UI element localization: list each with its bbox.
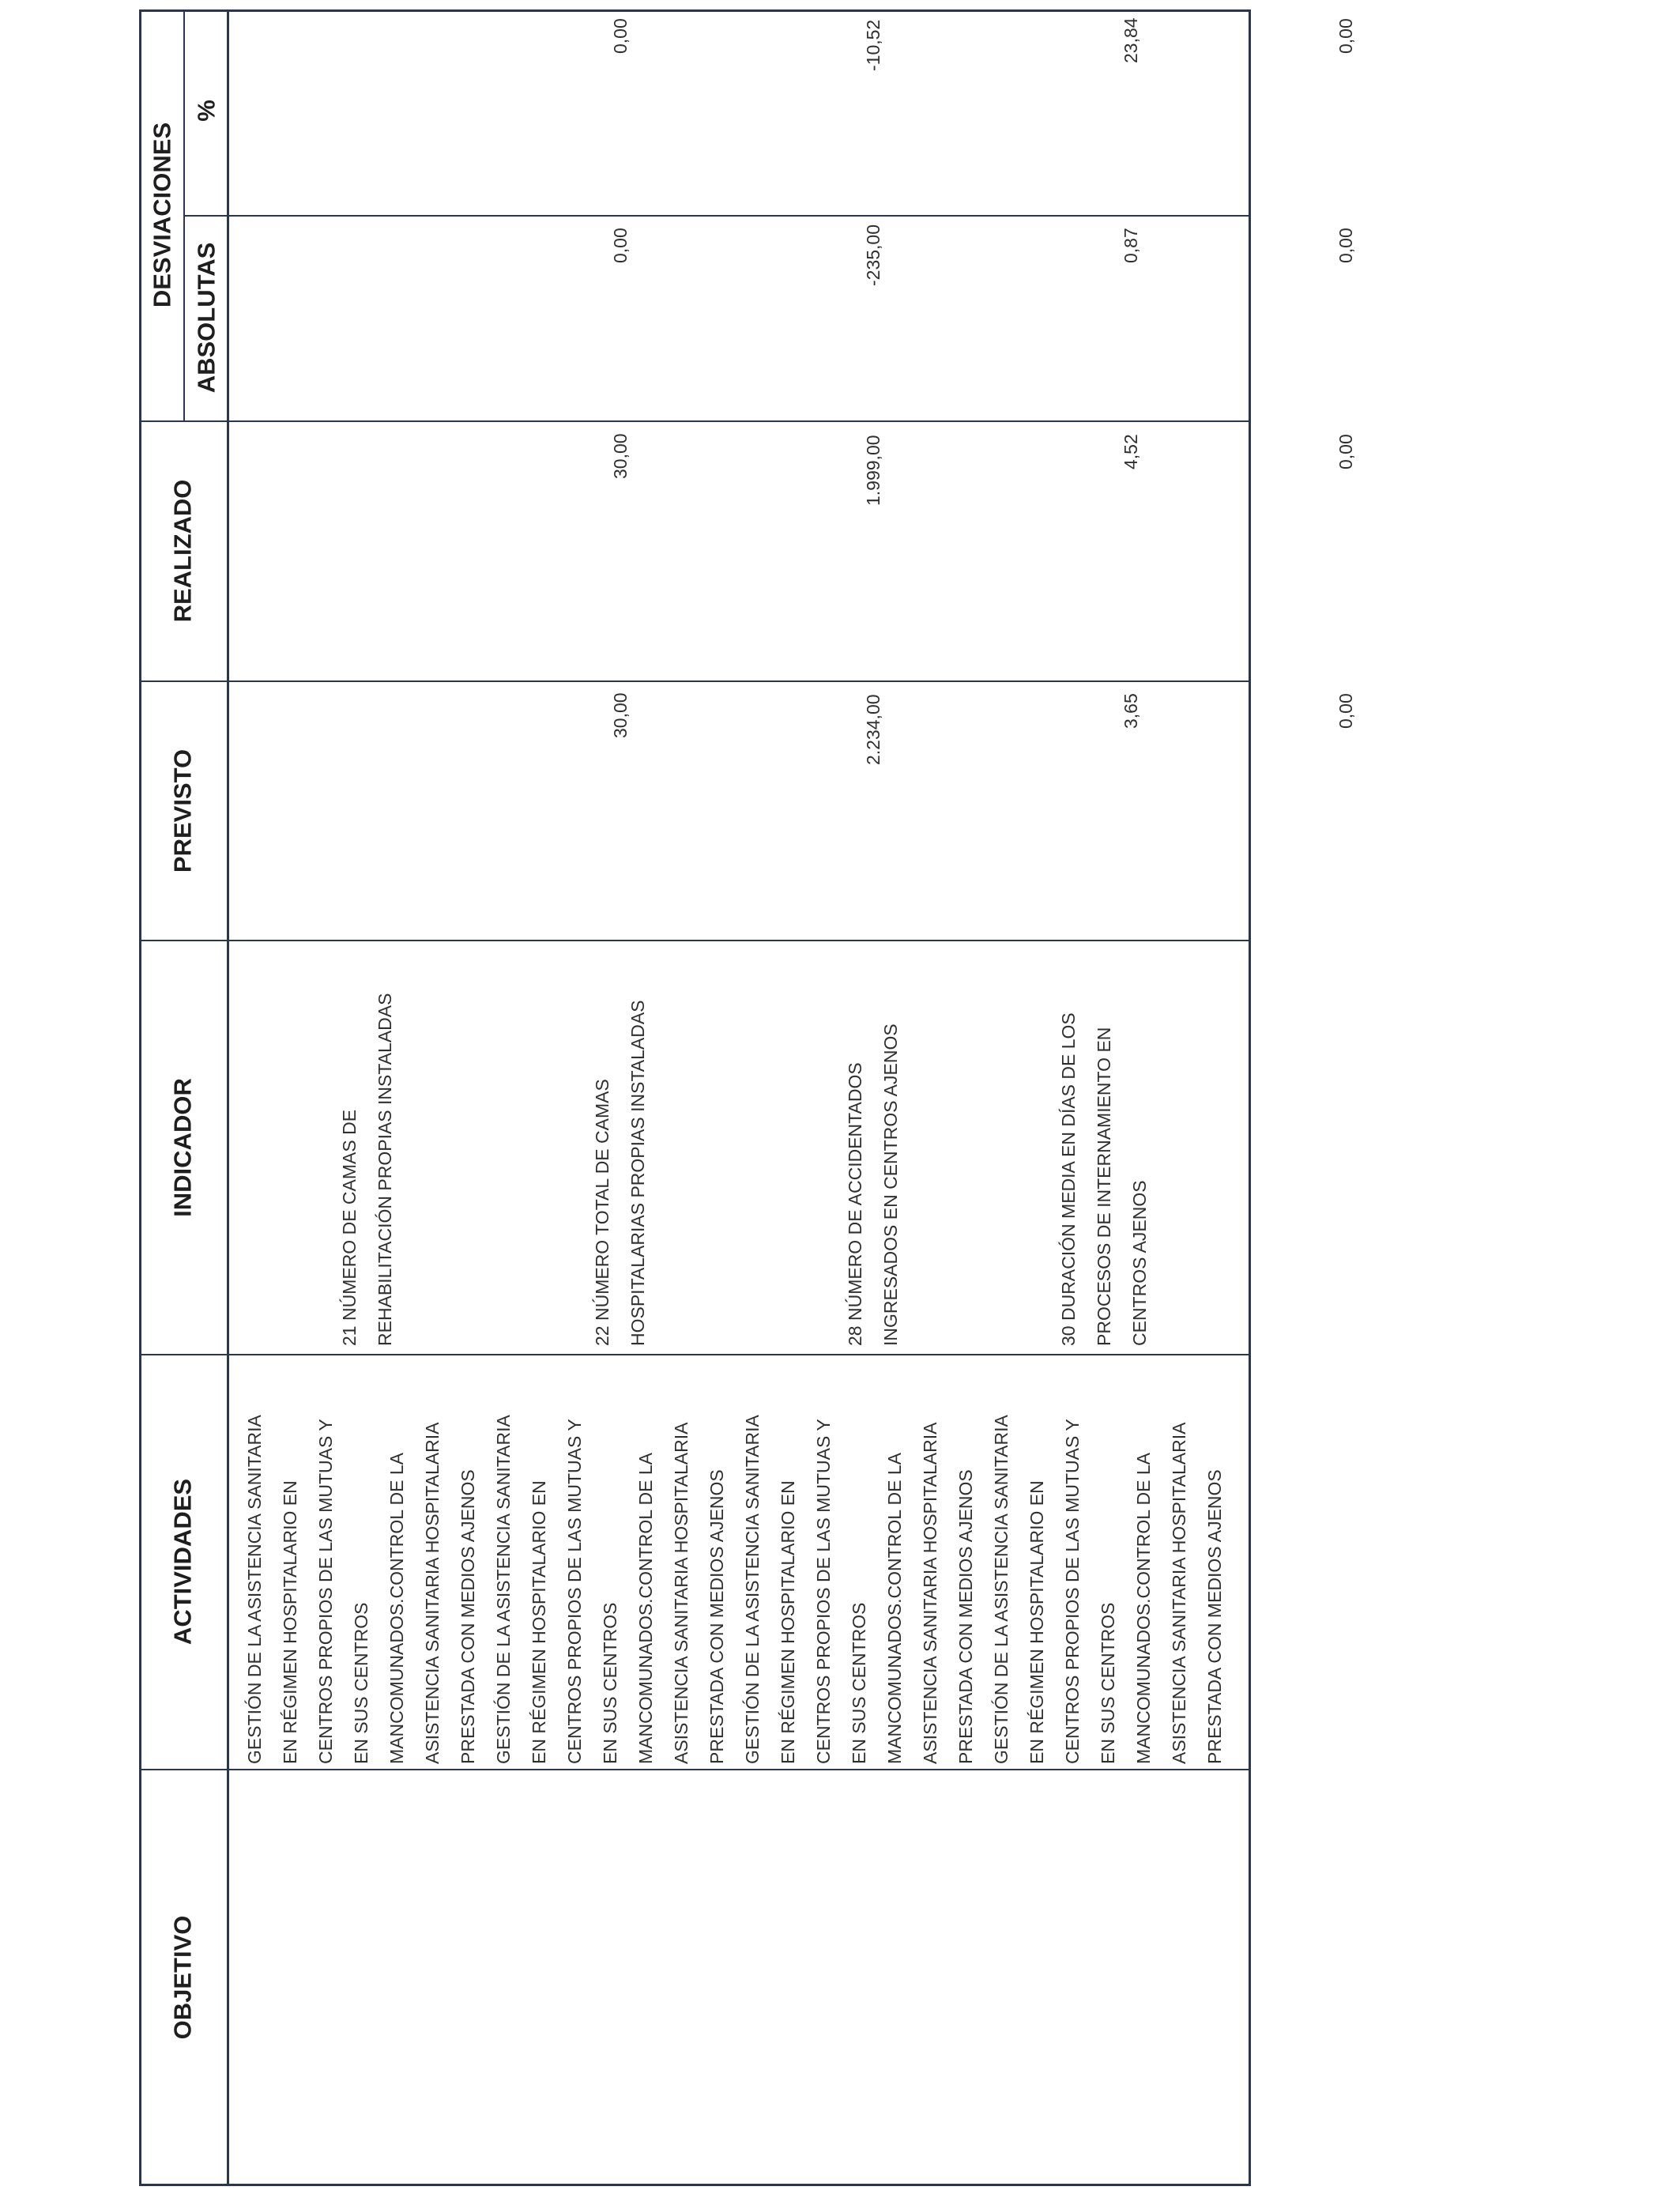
cell-porcentaje: 0,00 [610,18,631,54]
actividades-line: EN SUS CENTROS [1098,1602,1118,1764]
header-absolutas: ABSOLUTAS [192,242,220,394]
col-divider-realizado-previsto [139,680,1251,682]
actividades-line: EN SUS CENTROS [600,1602,620,1764]
header-indicador: INDICADOR [168,1078,197,1217]
indicador-line: INGRESADOS EN CENTROS AJENOS [880,1023,901,1346]
actividades-line: CENTROS PROPIOS DE LAS MUTUAS Y [315,1419,336,1764]
actividades-line: EN RÉGIMEN HOSPITALARIO EN [778,1480,798,1764]
actividades-line: CENTROS PROPIOS DE LAS MUTUAS Y [564,1419,585,1764]
indicador-line: 21 NÚMERO DE CAMAS DE [339,1109,360,1346]
indicador-line: 22 NÚMERO TOTAL DE CAMAS [592,1079,612,1346]
indicador-line: 28 NÚMERO DE ACCIDENTADOS [845,1062,865,1346]
actividades-line: PRESTADA CON MEDIOS AJENOS [458,1469,478,1764]
col-divider-indicador-actividades [139,1354,1251,1355]
indicador-text [585,1000,656,1346]
header-divider [227,9,229,2186]
actividades-line: GESTIÓN DE LA ASISTENCIA SANITARIA [742,1415,763,1764]
indicador-text [838,1023,909,1346]
cell-absolutas: -235,00 [863,224,883,286]
actividades-line: MANCOMUNADOS.CONTROL DE LA [635,1452,656,1764]
indicador-line: PROCESOS DE INTERNAMIENTO EN [1094,1027,1114,1346]
cell-porcentaje: 0,00 [1335,18,1356,54]
table-border-bottom [139,2184,1251,2186]
actividades-line: MANCOMUNADOS.CONTROL DE LA [386,1452,407,1764]
cell-absolutas: 0,00 [1335,228,1356,263]
col-divider-desv-realizado [139,420,1251,422]
actividades-line: ASISTENCIA SANITARIA HOSPITALARIA [1169,1422,1189,1764]
cell-realizado: 4,52 [1121,434,1141,469]
cell-realizado: 30,00 [610,433,631,479]
actividades-line: PRESTADA CON MEDIOS AJENOS [706,1469,727,1764]
actividades-line: EN SUS CENTROS [351,1602,371,1764]
indicador-line: REHABILITACIÓN PROPIAS INSTALADAS [375,993,395,1346]
header-objetivo: OBJETIVO [168,1915,197,2040]
cell-absolutas: 0,00 [610,228,631,263]
table-border-left [139,9,141,2186]
indicador-line: 30 DURACIÓN MEDIA EN DÍAS DE LOS [1058,1012,1079,1346]
actividades-line: GESTIÓN DE LA ASISTENCIA SANITARIA [991,1415,1011,1764]
cell-previsto: 3,65 [1121,693,1141,729]
cell-porcentaje: -10,52 [863,19,883,71]
actividades-line: PRESTADA CON MEDIOS AJENOS [1204,1469,1225,1764]
table-border-right [1249,9,1251,2186]
indicador-text [1051,1012,1158,1346]
actividades-line: MANCOMUNADOS.CONTROL DE LA [884,1452,905,1764]
actividades-line: EN SUS CENTROS [849,1602,869,1764]
actividades-line: EN RÉGIMEN HOSPITALARIO EN [1026,1480,1047,1764]
actividades-line: EN RÉGIMEN HOSPITALARIO EN [280,1480,300,1764]
actividades-line: ASISTENCIA SANITARIA HOSPITALARIA [920,1422,940,1764]
actividades-text [237,1415,1233,1764]
cell-previsto: 2.234,00 [863,694,883,765]
header-actividades: ACTIVIDADES [168,1478,197,1646]
indicador-line: HOSPITALARIAS PROPIAS INSTALADAS [627,1000,648,1346]
actividades-line: GESTIÓN DE LA ASISTENCIA SANITARIA [493,1415,514,1764]
actividades-line: GESTIÓN DE LA ASISTENCIA SANITARIA [244,1415,265,1764]
cell-previsto: 0,00 [1335,693,1356,729]
col-divider-previsto-indicador [139,940,1251,941]
actividades-line: CENTROS PROPIOS DE LAS MUTUAS Y [1062,1419,1083,1764]
indicador-line: CENTROS AJENOS [1129,1180,1150,1346]
actividades-line: ASISTENCIA SANITARIA HOSPITALARIA [422,1422,443,1764]
col-divider-absolutas-pct [183,215,1250,217]
header-realizado: REALIZADO [168,479,197,623]
cell-previsto: 30,00 [610,692,631,738]
actividades-line: PRESTADA CON MEDIOS AJENOS [955,1469,976,1764]
header-porcentaje: % [192,100,220,122]
actividades-line: MANCOMUNADOS.CONTROL DE LA [1133,1452,1154,1764]
indicador-text [332,993,403,1346]
table-border-top [139,9,1251,12]
actividades-line: ASISTENCIA SANITARIA HOSPITALARIA [671,1422,691,1764]
actividades-line: EN RÉGIMEN HOSPITALARIO EN [529,1480,549,1764]
col-divider-actividades-objetivo [139,1769,1251,1770]
cell-realizado: 1.999,00 [863,435,883,506]
cell-realizado: 0,00 [1335,434,1356,469]
cell-absolutas: 0,87 [1121,228,1141,263]
header-previsto: PREVISTO [168,748,197,873]
actividades-line: CENTROS PROPIOS DE LAS MUTUAS Y [813,1419,834,1764]
cell-porcentaje: 23,84 [1121,17,1141,63]
header-desviaciones: DESVIACIONES [148,122,176,308]
